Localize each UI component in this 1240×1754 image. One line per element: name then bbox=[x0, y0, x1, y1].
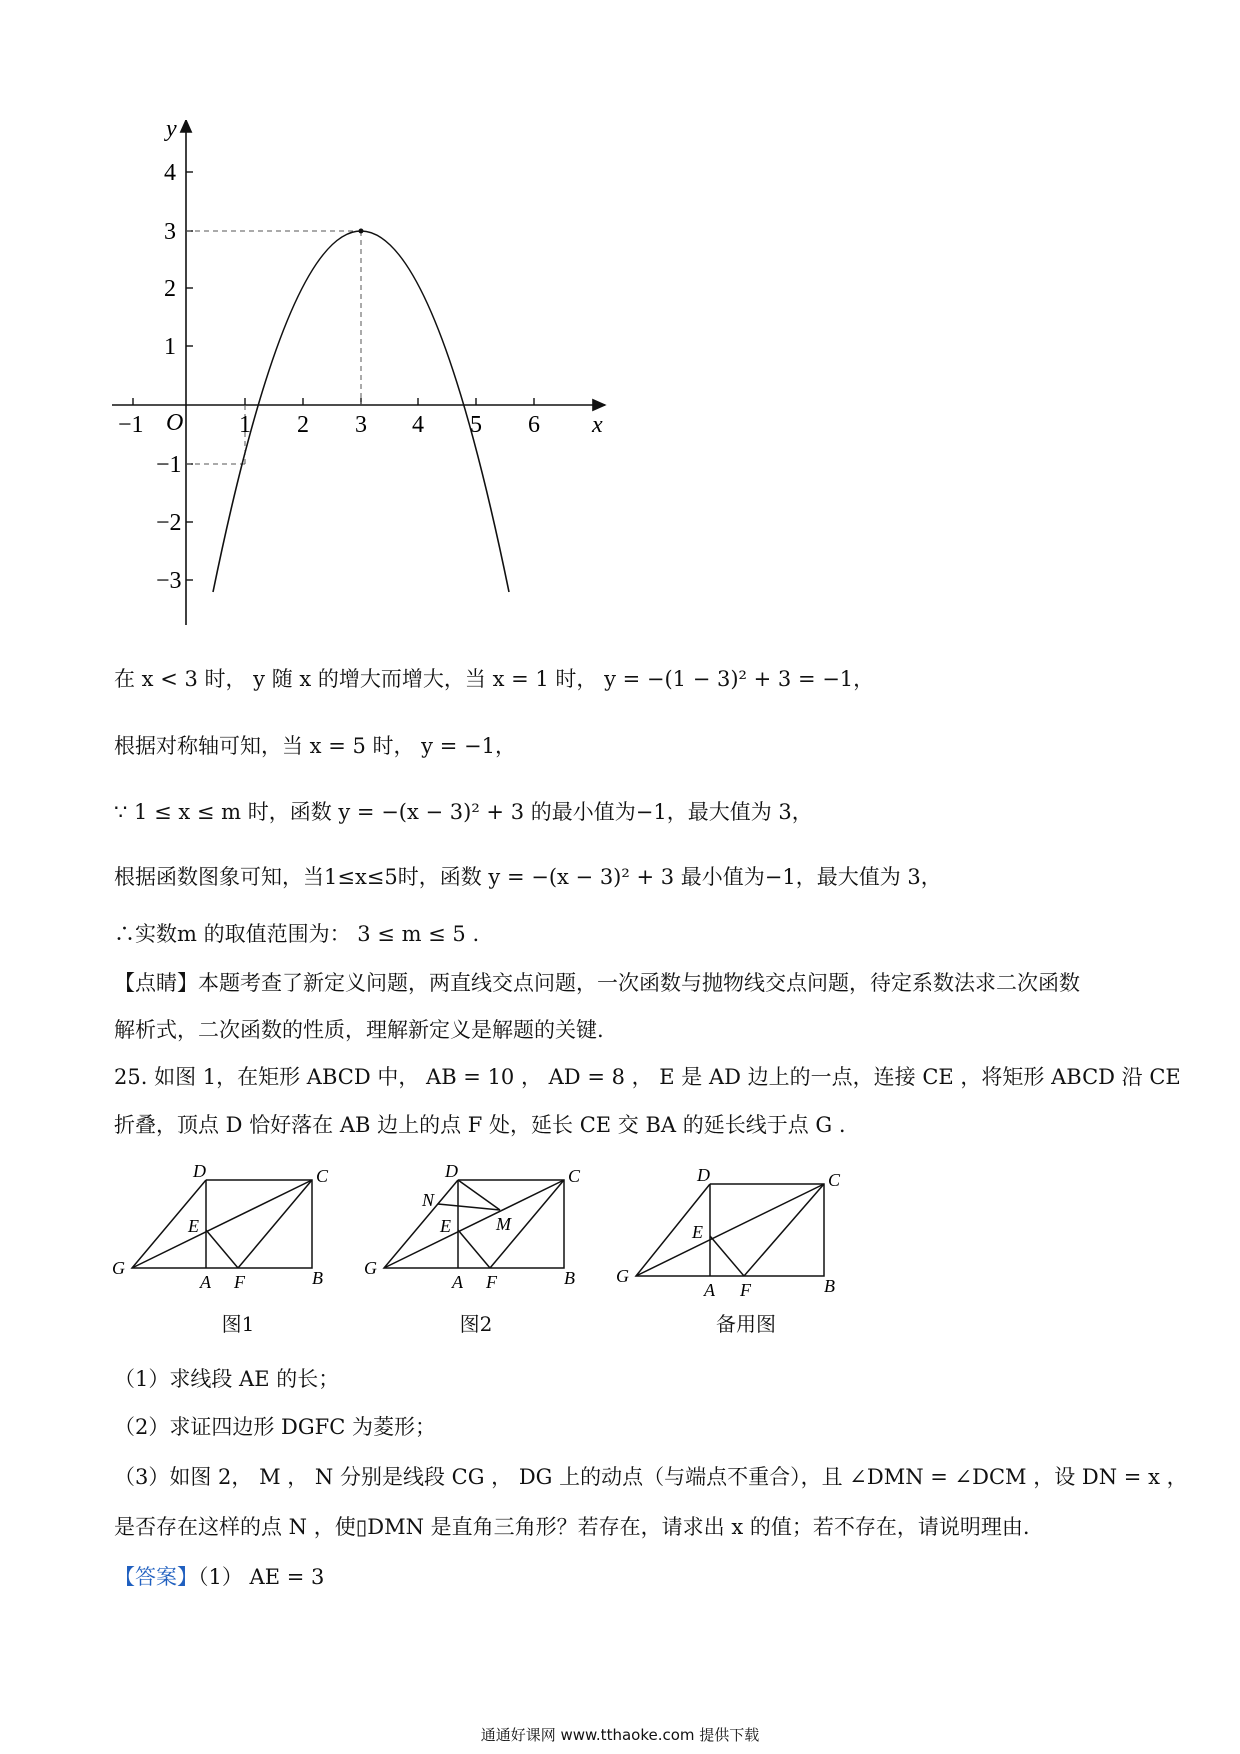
figure-spare-caption: 备用图 bbox=[716, 1312, 776, 1336]
origin-label: O bbox=[166, 410, 184, 436]
label-G: G bbox=[616, 1266, 629, 1286]
question-3-line-2: 是否存在这样的点 N ，使▯DMN 是直角三角形？若存在，请求出 x 的值；若不存在，请说明理由. bbox=[114, 1515, 1030, 1539]
figure-1-caption: 图1 bbox=[221, 1312, 255, 1336]
label-A: A bbox=[452, 1272, 463, 1292]
solution-line-5: ∴实数m 的取值范围为： 3 ≤ m ≤ 5 . bbox=[114, 922, 480, 946]
label-F: F bbox=[486, 1272, 497, 1292]
y-tick-label: −2 bbox=[156, 510, 182, 536]
x-tick-label: −1 bbox=[118, 412, 144, 438]
label-E: E bbox=[692, 1222, 703, 1242]
problem-line-2: 折叠，顶点 D 恰好落在 AB 边上的点 F 处，延长 CE 交 BA 的延长线于点 G . bbox=[114, 1113, 846, 1137]
y-tick-label: 1 bbox=[164, 334, 176, 360]
label-C: C bbox=[316, 1166, 329, 1186]
label-C: C bbox=[828, 1170, 841, 1190]
label-M: M bbox=[496, 1214, 511, 1234]
label-C: C bbox=[568, 1166, 581, 1186]
y-tick-label: 2 bbox=[164, 276, 176, 302]
parabola-graph bbox=[100, 120, 620, 640]
x-tick-label: 2 bbox=[297, 412, 309, 438]
label-A: A bbox=[704, 1280, 715, 1296]
x-tick-label: 5 bbox=[470, 412, 482, 438]
solution-line-3: ∵ 1 ≤ x ≤ m 时，函数 y = −(x − 3)² + 3 的最小值为−1，最大值为 3， bbox=[114, 800, 813, 824]
solution-line-2: 根据对称轴可知，当 x = 5 时， y = −1， bbox=[114, 734, 516, 758]
label-B: B bbox=[824, 1276, 835, 1296]
problem-line-1: 25. 如图 1，在矩形 ABCD 中， AB = 10 ， AD = 8 ， E 是 AD 边上的一点，连接 CE ，将矩形 ABCD 沿 CE bbox=[114, 1065, 1181, 1089]
label-B: B bbox=[564, 1268, 575, 1288]
label-E: E bbox=[440, 1216, 451, 1236]
figure-1 bbox=[110, 1162, 350, 1292]
comment-line-1: 【点睛】本题考查了新定义问题，两直线交点问题，一次函数与抛物线交点问题，待定系数法求二次函数 bbox=[114, 971, 1080, 995]
label-F: F bbox=[740, 1280, 751, 1296]
y-tick-label: −3 bbox=[156, 568, 182, 594]
page-footer: 通通好课网 www.tthaoke.com 提供下载 bbox=[480, 1726, 760, 1744]
label-E: E bbox=[188, 1216, 199, 1236]
question-3-line-1: （3）如图 2， M ， N 分别是线段 CG ， DG 上的动点（与端点不重合），且 ∠DMN = ∠DCM ，设 DN = x ， bbox=[114, 1465, 1188, 1489]
label-A: A bbox=[200, 1272, 211, 1292]
answer-line bbox=[114, 1562, 324, 1592]
label-D: D bbox=[193, 1162, 206, 1181]
label-G: G bbox=[112, 1258, 125, 1278]
y-axis-label: y bbox=[166, 120, 177, 142]
label-F: F bbox=[234, 1272, 245, 1292]
solution-line-1: 在 x < 3 时， y 随 x 的增大而增大，当 x = 1 时， y = −(1 − 3)² + 3 = −1， bbox=[114, 667, 875, 691]
y-tick-label: 3 bbox=[164, 219, 176, 245]
solution-line-4: 根据函数图象可知，当1≤x≤5时，函数 y = −(x − 3)² + 3 最小值为−1，最大值为 3， bbox=[114, 865, 942, 889]
question-2: （2）求证四边形 DGFC 为菱形； bbox=[114, 1415, 436, 1439]
label-D: D bbox=[445, 1162, 458, 1181]
label-B: B bbox=[312, 1268, 323, 1288]
comment-line-2: 解析式，二次函数的性质，理解新定义是解题的关键. bbox=[114, 1018, 604, 1042]
label-D: D bbox=[697, 1166, 710, 1185]
answer-text: （1） AE = 3 bbox=[198, 1565, 325, 1589]
figure-spare bbox=[614, 1166, 854, 1296]
x-tick-label: 3 bbox=[355, 412, 367, 438]
label-G: G bbox=[364, 1258, 377, 1278]
x-axis-label: x bbox=[592, 412, 603, 438]
y-tick-label: 4 bbox=[164, 160, 176, 186]
x-tick-label: 4 bbox=[412, 412, 424, 438]
answer-tag: 【答案】 bbox=[114, 1565, 198, 1589]
y-tick-label: −1 bbox=[156, 452, 182, 478]
vertex-point bbox=[359, 229, 364, 234]
label-N: N bbox=[422, 1190, 435, 1210]
x-tick-label: 1 bbox=[239, 412, 251, 438]
x-tick-label: 6 bbox=[528, 412, 540, 438]
figure-2 bbox=[362, 1162, 602, 1292]
figure-2-caption: 图2 bbox=[459, 1312, 493, 1336]
question-1: （1）求线段 AE 的长； bbox=[114, 1367, 340, 1391]
